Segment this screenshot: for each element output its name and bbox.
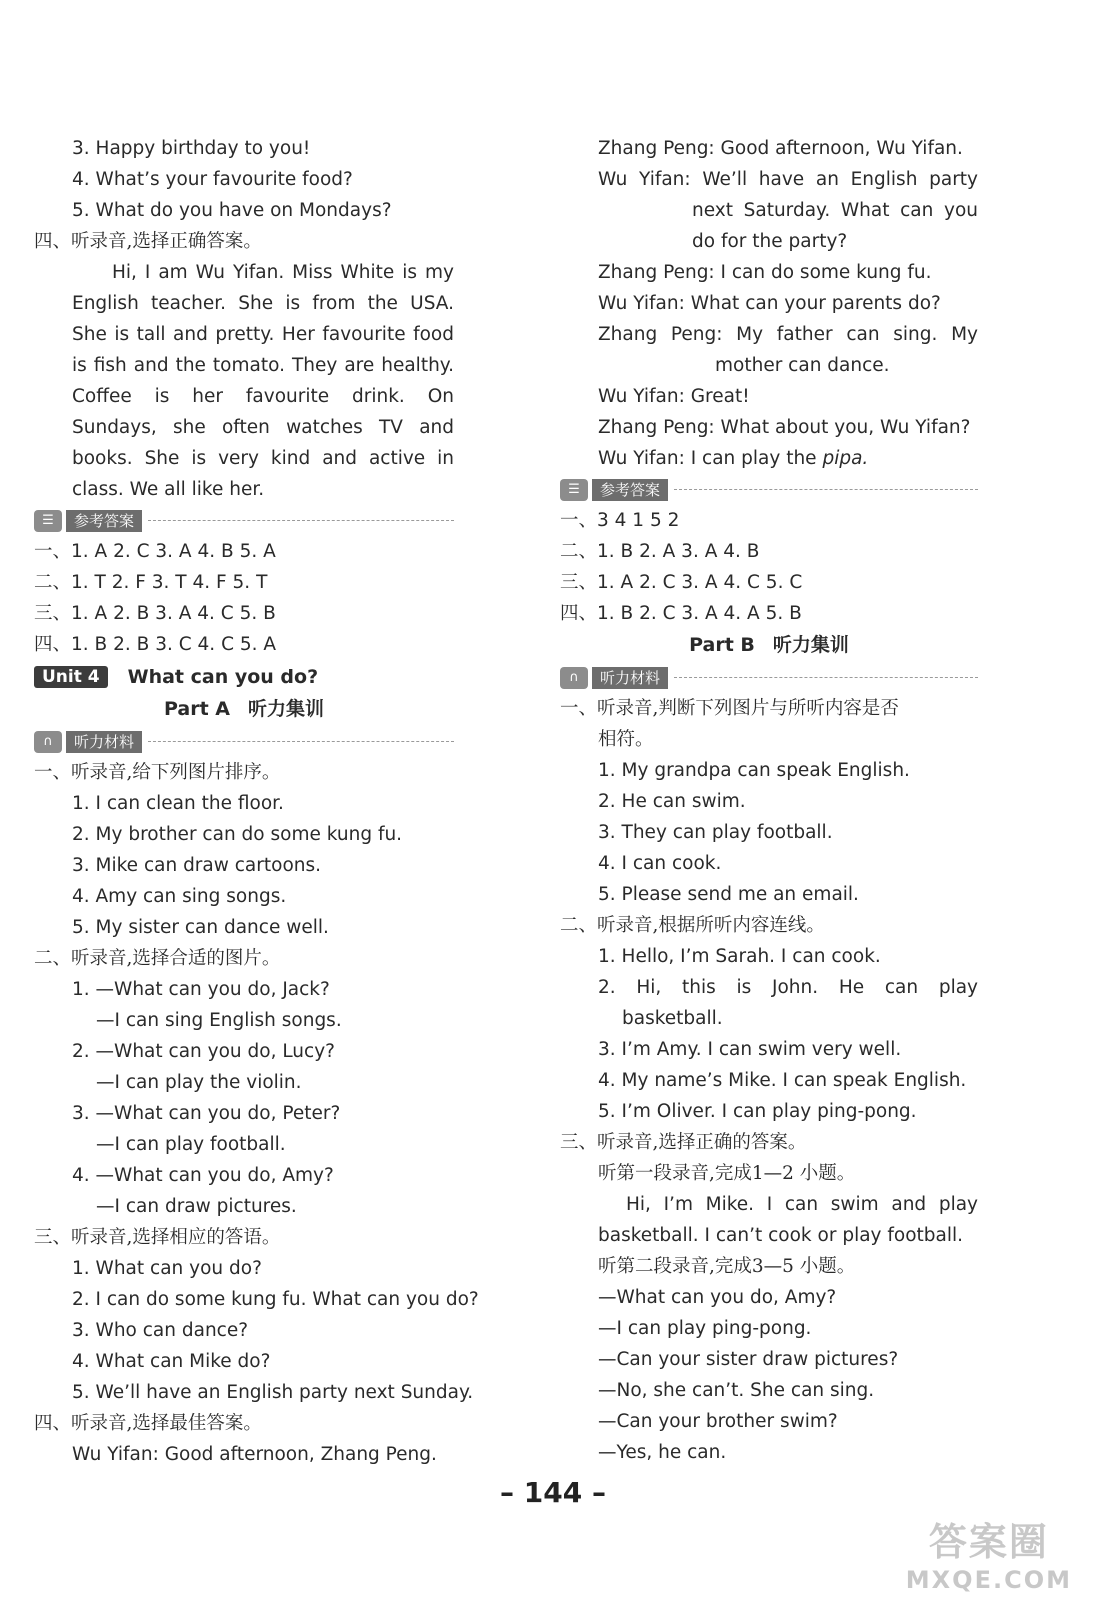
answer-row: 一、3 4 1 5 2 <box>560 510 680 531</box>
list-item: 2. My brother can do some kung fu. <box>72 824 403 845</box>
headphones-icon: ∩ <box>34 731 62 753</box>
section-heading: 一、听录音,给下列图片排序。 <box>34 762 281 783</box>
dialog-line: Zhang Peng: My father can sing. My <box>598 324 978 345</box>
list-item: —I can sing English songs. <box>96 1010 342 1031</box>
answer-row: 一、1. A 2. C 3. A 4. B 5. A <box>34 541 276 562</box>
dialog-line: —Can your brother swim? <box>598 1411 838 1432</box>
list-item: 3. Mike can draw cartoons. <box>72 855 322 876</box>
watermark-top: 答案圈 <box>928 1520 1049 1564</box>
right-column <box>560 133 978 1468</box>
list-item: 5. We’ll have an English party next Sunday. <box>72 1382 474 1403</box>
dialog-line: Wu Yifan: Great! <box>598 386 750 407</box>
list-item: 2. Hi, this is John. He can play <box>598 977 978 998</box>
answers-label: 参考答案 <box>592 479 668 501</box>
passage-line: is fish and the tomato. They are healthy. <box>72 355 454 376</box>
list-item: —I can play the violin. <box>96 1072 302 1093</box>
left-column <box>34 133 479 1470</box>
watermark-logo <box>906 1511 1072 1594</box>
list-item: 5. I’m Oliver. I can play ping-pong. <box>598 1101 917 1122</box>
answer-row: 三、1. A 2. C 3. A 4. C 5. C <box>560 572 803 593</box>
section-heading: 三、听录音,选择相应的答语。 <box>34 1227 281 1248</box>
dashed-divider <box>148 741 454 742</box>
listening-header <box>34 726 454 757</box>
passage-line: Coffee is her favourite drink. On <box>72 386 454 407</box>
part-title-cn: 听力集训 <box>772 634 849 656</box>
answer-row: 二、1. T 2. F 3. T 4. F 5. T <box>34 572 268 593</box>
list-item: 1. Hello, I’m Sarah. I can cook. <box>598 946 881 967</box>
unit-title: What can you do? <box>127 665 319 688</box>
list-item: 1. What can you do? <box>72 1258 262 1279</box>
dialog-line: do for the party? <box>692 231 848 252</box>
list-item: 2. He can swim. <box>598 791 746 812</box>
answer-key-icon: ☰ <box>560 479 588 501</box>
section-heading: 二、听录音,选择合适的图片。 <box>34 948 281 969</box>
answer-row: 二、1. B 2. A 3. A 4. B <box>560 541 760 562</box>
answers-header <box>560 474 978 505</box>
list-item: 3. They can play football. <box>598 822 833 843</box>
answer-row: 三、1. A 2. B 3. A 4. C 5. B <box>34 603 276 624</box>
section-heading: 三、听录音,选择正确的答案。 <box>560 1132 807 1153</box>
section-heading: 二、听录音,根据所听内容连线。 <box>560 915 825 936</box>
list-item: 4. —What can you do, Amy? <box>72 1165 334 1186</box>
part-title <box>560 629 978 662</box>
list-item: 3. —What can you do, Peter? <box>72 1103 341 1124</box>
list-item: 2. —What can you do, Lucy? <box>72 1041 335 1062</box>
list-item: 3. Who can dance? <box>72 1320 249 1341</box>
passage-line: Hi, I’m Mike. I can swim and play <box>626 1194 978 1215</box>
dialog-line: Zhang Peng: Good afternoon, Wu Yifan. <box>598 138 963 159</box>
answer-row: 四、1. B 2. C 3. A 4. A 5. B <box>560 603 802 624</box>
dialog-line <box>560 443 978 474</box>
list-item: 4. What’s your favourite food? <box>72 169 353 190</box>
dialog-line: —What can you do, Amy? <box>598 1287 837 1308</box>
dialog-line: —Can your sister draw pictures? <box>598 1349 899 1370</box>
part-title-en: Part B <box>689 634 755 656</box>
dialog-line: —I can play ping-pong. <box>598 1318 812 1339</box>
listening-label: 听力材料 <box>66 731 142 753</box>
dialog-line: Wu Yifan: We’ll have an English party <box>598 169 978 190</box>
dialog-line: mother can dance. <box>715 355 890 376</box>
list-item: —I can draw pictures. <box>96 1196 297 1217</box>
dialog-line: —Yes, he can. <box>598 1442 727 1463</box>
list-item: 4. What can Mike do? <box>72 1351 271 1372</box>
passage-line: basketball. I can’t cook or play football. <box>598 1225 964 1246</box>
part-title <box>34 693 454 726</box>
dialog-emphasis: pipa. <box>822 448 869 469</box>
passage-line: She is tall and pretty. Her favourite food <box>72 324 454 345</box>
page-number: – 144 – <box>500 1476 606 1509</box>
list-item: basketball. <box>622 1008 723 1029</box>
list-item: 5. Please send me an email. <box>598 884 859 905</box>
section-heading-cont: 相符。 <box>598 729 654 750</box>
part-title-en: Part A <box>163 698 230 720</box>
listening-label: 听力材料 <box>592 667 668 689</box>
dialog-line: Zhang Peng: What about you, Wu Yifan? <box>598 417 971 438</box>
passage-line: class. We all like her. <box>72 479 265 500</box>
list-item: 1. —What can you do, Jack? <box>72 979 330 1000</box>
dialog-line: —No, she can’t. She can sing. <box>598 1380 875 1401</box>
sub-heading: 听第一段录音,完成1—2 小题。 <box>598 1163 856 1184</box>
list-item: 5. What do you have on Mondays? <box>72 200 392 221</box>
list-item: 2. I can do some kung fu. What can you do? <box>72 1289 479 1310</box>
unit-header <box>34 660 454 693</box>
sub-heading: 听第二段录音,完成3—5 小题。 <box>598 1256 856 1277</box>
dialog-line: Zhang Peng: I can do some kung fu. <box>598 262 932 283</box>
headphones-icon: ∩ <box>560 667 588 689</box>
passage-line: books. She is very kind and active in <box>72 448 454 469</box>
section-heading: 一、听录音,判断下列图片与所听内容是否 <box>560 698 899 719</box>
unit-badge: Unit 4 <box>34 666 108 688</box>
list-item: 3. I’m Amy. I can swim very well. <box>598 1039 902 1060</box>
list-item: 4. Amy can sing songs. <box>72 886 287 907</box>
list-item: 4. I can cook. <box>598 853 722 874</box>
section-heading: 四、听录音,选择正确答案。 <box>34 231 262 252</box>
watermark-bottom: MXQE.COM <box>905 1566 1072 1594</box>
listening-header <box>560 662 978 693</box>
list-item: 1. My grandpa can speak English. <box>598 760 910 781</box>
passage-line: Hi, I am Wu Yifan. Miss White is my <box>112 262 454 283</box>
dialog-text: Wu Yifan: I can play the <box>598 448 823 469</box>
section-heading: 四、听录音,选择最佳答案。 <box>34 1413 262 1434</box>
passage-line: English teacher. She is from the USA. <box>72 293 454 314</box>
dashed-divider <box>674 489 978 490</box>
list-item: 4. My name’s Mike. I can speak English. <box>598 1070 967 1091</box>
answer-row: 四、1. B 2. B 3. C 4. C 5. A <box>34 634 277 655</box>
dashed-divider <box>148 520 454 521</box>
part-title-cn: 听力集训 <box>248 698 325 720</box>
answer-key-icon: ☰ <box>34 510 62 532</box>
answers-header <box>34 505 454 536</box>
dashed-divider <box>674 677 978 678</box>
dialog-line: Wu Yifan: What can your parents do? <box>598 293 941 314</box>
list-item: 5. My sister can dance well. <box>72 917 329 938</box>
passage-line: Sundays, she often watches TV and <box>72 417 454 438</box>
list-item: 3. Happy birthday to you! <box>72 138 311 159</box>
dialog-line: next Saturday. What can you <box>692 200 978 221</box>
list-item: 1. I can clean the floor. <box>72 793 284 814</box>
answers-label: 参考答案 <box>66 510 142 532</box>
list-item: —I can play football. <box>96 1134 286 1155</box>
dialog-line: Wu Yifan: Good afternoon, Zhang Peng. <box>72 1444 437 1465</box>
